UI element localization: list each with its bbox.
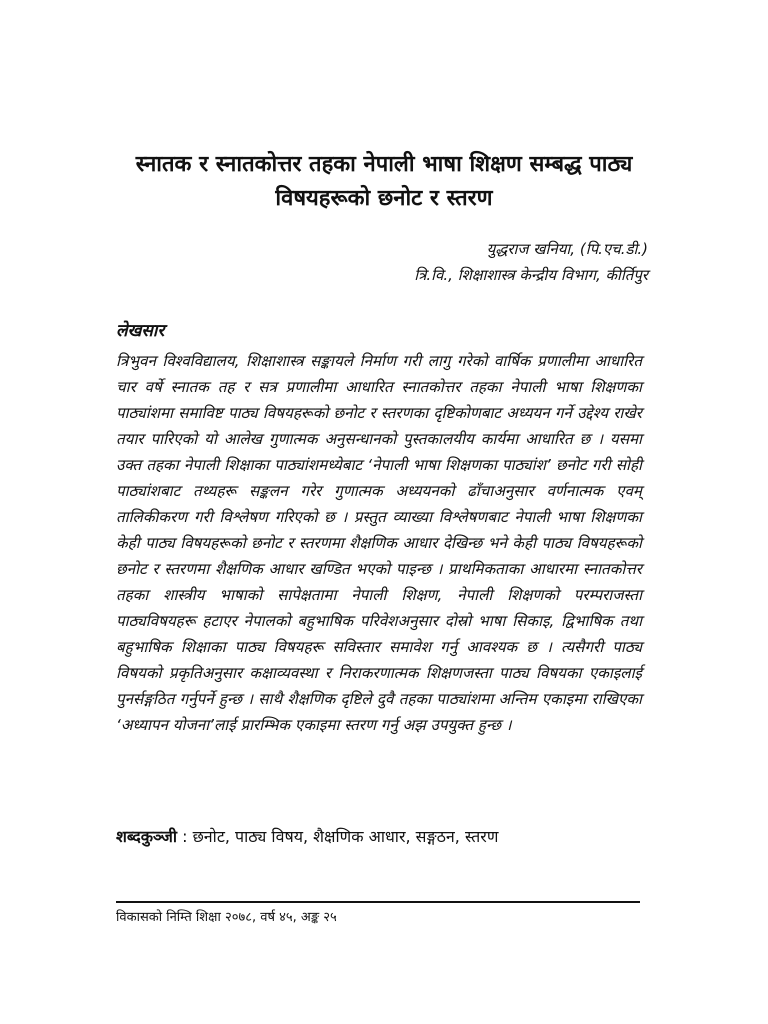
abstract-heading: लेखसार: [116, 321, 165, 341]
footer-rule: [116, 901, 640, 903]
keywords-separator: :: [177, 827, 193, 846]
keywords-label: शब्दकुञ्जी: [116, 827, 178, 846]
keywords-list: छनोट, पाठ्य विषय, शैक्षणिक आधार, सङ्गठन, स्तरण: [192, 827, 499, 846]
author-affiliation: त्रि.वि., शिक्षाशास्त्र केन्द्रीय विभाग, कीर्तिपुर: [414, 266, 648, 284]
paper-title-line-1: स्नातक र स्नातकोत्तर तहका नेपाली भाषा शिक्षण सम्बद्ध पाठ्य: [135, 152, 633, 177]
paper-title: [80, 148, 688, 216]
abstract-body: त्रिभुवन विश्वविद्यालय, शिक्षाशास्त्र सङ्कायले निर्माण गरी लागु गरेको वार्षिक प्रणालीमा आधारित चार वर्षे स्नातक तह र सत्र प्रणालीमा आधारित स्नातकोत्तर तहका नेपाली भाषा शिक्षणका पाठ्यांशमा समाविष्ट पाठ्य विषयहरूको छनोट र स्तरणका दृष्टिकोणबाट अध्ययन गर्ने उद्देश्य राखेर तयार पारिएको यो आलेख गुणात्मक अनुसन्धानको पुस्तकालयीय कार्यमा आधारित छ । यसमा उक्त तहका नेपाली शिक्षाका पाठ्यांशमध्येबाट ‘नेपाली भाषा शिक्षणका पाठ्यांश’ छनोट गरी सोही पाठ्यांशबाट तथ्यहरू सङ्कलन गरेर गुणात्मक अध्ययनको ढाँचाअनुसार वर्णनात्मक एवम् तालिकीकरण गरी विश्लेषण गरिएको छ । प्रस्तुत व्याख्या विश्लेषणबाट नेपाली भाषा शिक्षणका केही पाठ्य विषयहरूको छनोट र स्तरणमा शैक्षणिक आधार देखिन्छ भने केही पाठ्य विषयहरूको छनोट र स्तरणमा शैक्षणिक आधार खण्डित भएको पाइन्छ । प्राथमिकताका आधारमा स्नातकोत्तर तहका शास्त्रीय भाषाको सापेक्षतामा नेपाली शिक्षण, नेपाली शिक्षणको परम्पराजस्ता पाठ्यविषयहरू हटाएर नेपालको बहुभाषिक परिवेशअनुसार दोस्रो भाषा सिकाइ, द्विभाषिक तथा बहुभाषिक शिक्षाका पाठ्य विषयहरू सविस्तार समावेश गर्नु आवश्यक छ । त्यसैगरी पाठ्य विषयको प्रकृतिअनुसार कक्षाव्यवस्था र निराकरणात्मक शिक्षणजस्ता पाठ्य विषयका एकाइलाई पुनर्सङ्गठित गर्नुपर्ने हुन्छ । साथै शैक्षणिक दृष्टिले दुवै तहका पाठ्यांशमा अन्तिम एकाइमा राखिएका ‘अध्यापन योजना’लाई प्रारम्भिक एकाइमा स्तरण गर्नु अझ उपयुक्त हुन्छ ।: [116, 352, 642, 734]
footer-citation: विकासको निम्ति शिक्षा २०७८, वर्ष ४५, अङ्क २५: [116, 910, 337, 925]
author-block: [148, 236, 648, 288]
author-name: युद्धराज खनिया, (पि.एच.डी.): [486, 240, 648, 258]
paper-title-line-2: विषयहरूको छनोट र स्तरण: [275, 186, 493, 211]
keywords: [116, 824, 656, 850]
